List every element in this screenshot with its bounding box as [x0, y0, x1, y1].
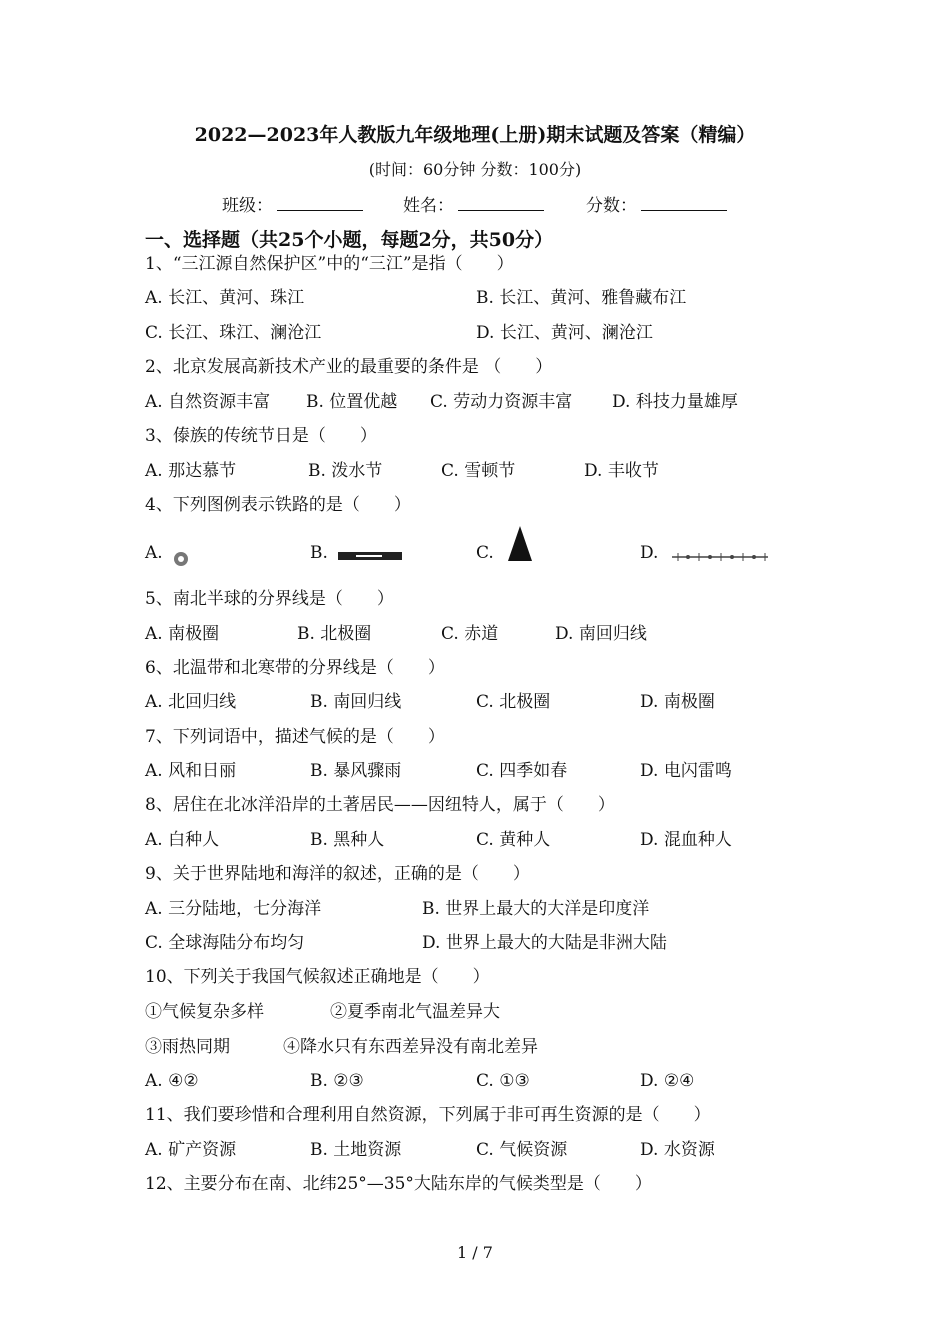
q11-option-b: B. 土地资源 — [310, 1140, 402, 1160]
q7-option-c: C. 四季如春 — [476, 761, 568, 781]
q11-option-c: C. 气候资源 — [476, 1140, 568, 1160]
q1-option-a: A. 长江、黄河、珠江 — [145, 288, 305, 308]
q2-option-c: C. 劳动力资源丰富 — [430, 392, 573, 412]
q10-option-b: B. ②③ — [310, 1071, 364, 1091]
q5-option-a: A. 南极圈 — [145, 624, 220, 644]
q5-option-d: D. 南回归线 — [555, 624, 647, 644]
question-7: 7、下列词语中，描述气候的是（ ） — [145, 727, 445, 747]
question-11: 11、我们要珍惜和合理利用自然资源，下列属于非可再生资源的是（ ） — [145, 1105, 711, 1125]
q7-option-b: B. 暴风骤雨 — [310, 761, 402, 781]
q10-statement-4: ④降水只有东西差异没有南北差异 — [283, 1037, 538, 1057]
q11-option-d: D. 水资源 — [640, 1140, 715, 1160]
q3-option-b: B. 泼水节 — [308, 461, 383, 481]
q4-option-c: C. — [476, 543, 494, 563]
question-10: 10、下列关于我国气候叙述正确地是（ ） — [145, 967, 490, 987]
q1-option-d: D. 长江、黄河、澜沧江 — [476, 323, 653, 343]
score-field: 分数： — [586, 194, 727, 217]
q6-option-d: D. 南极圈 — [640, 692, 715, 712]
q6-option-b: B. 南回归线 — [310, 692, 402, 712]
class-blank[interactable] — [277, 194, 363, 211]
question-9: 9、关于世界陆地和海洋的叙述，正确的是（ ） — [145, 864, 530, 884]
q1-option-b: B. 长江、黄河、雅鲁藏布江 — [476, 288, 687, 308]
question-8: 8、居住在北冰洋沿岸的土著居民——因纽特人，属于（ ） — [145, 795, 615, 815]
class-field: 班级： — [222, 194, 363, 217]
q4-option-d: D. — [640, 543, 659, 563]
q2-option-b: B. 位置优越 — [306, 392, 398, 412]
q5-option-b: B. 北极圈 — [297, 624, 372, 644]
boundary-line-icon — [672, 552, 768, 562]
q5-option-c: C. 赤道 — [441, 624, 499, 644]
question-2: 2、北京发展高新技术产业的最重要的条件是 （ ） — [145, 357, 553, 377]
q10-option-d: D. ②④ — [640, 1071, 695, 1091]
q6-option-a: A. 北回归线 — [145, 692, 237, 712]
question-5: 5、南北半球的分界线是（ ） — [145, 589, 394, 609]
question-12: 12、主要分布在南、北纬25°—35°大陆东岸的气候类型是（ ） — [145, 1174, 652, 1194]
q10-option-c: C. ①③ — [476, 1071, 530, 1091]
q8-option-c: C. 黄种人 — [476, 830, 551, 850]
q1-option-c: C. 长江、珠江、澜沧江 — [145, 323, 322, 343]
q10-statement-1: ①气候复杂多样 — [145, 1002, 264, 1022]
q9-option-c: C. 全球海陆分布均匀 — [145, 933, 305, 953]
exam-title: 2022—2023年人教版九年级地理(上册)期末试题及答案（精编） — [194, 124, 756, 146]
question-3: 3、傣族的传统节日是（ ） — [145, 426, 377, 446]
q4-option-a: A. — [145, 543, 163, 563]
railway-line-icon — [338, 552, 402, 560]
q2-option-a: A. 自然资源丰富 — [145, 392, 271, 412]
score-blank[interactable] — [641, 194, 727, 211]
settlement-circle-icon — [172, 550, 190, 568]
mountain-peak-icon — [506, 526, 534, 562]
q8-option-a: A. 白种人 — [145, 830, 220, 850]
question-4: 4、下列图例表示铁路的是（ ） — [145, 495, 411, 515]
q3-option-c: C. 雪顿节 — [441, 461, 516, 481]
q9-option-a: A. 三分陆地，七分海洋 — [145, 899, 322, 919]
q7-option-d: D. 电闪雷鸣 — [640, 761, 732, 781]
q2-option-d: D. 科技力量雄厚 — [612, 392, 738, 412]
q10-option-a: A. ④② — [145, 1071, 199, 1091]
q3-option-d: D. 丰收节 — [584, 461, 659, 481]
section-heading: 一、选择题（共25个小题，每题2分，共50分） — [145, 229, 554, 251]
question-1: 1、“三江源自然保护区”中的“三江”是指（ ） — [145, 254, 514, 274]
q8-option-b: B. 黑种人 — [310, 830, 385, 850]
q11-option-a: A. 矿产资源 — [145, 1140, 237, 1160]
q10-statement-2: ②夏季南北气温差异大 — [330, 1002, 500, 1022]
page-number: 1 / 7 — [457, 1243, 493, 1262]
q8-option-d: D. 混血种人 — [640, 830, 732, 850]
q9-option-b: B. 世界上最大的大洋是印度洋 — [422, 899, 650, 919]
q4-option-b: B. — [310, 543, 328, 563]
question-6: 6、北温带和北寒带的分界线是（ ） — [145, 658, 445, 678]
name-field: 姓名： — [403, 194, 544, 217]
q6-option-c: C. 北极圈 — [476, 692, 551, 712]
name-blank[interactable] — [458, 194, 544, 211]
q10-statement-3: ③雨热同期 — [145, 1037, 230, 1057]
exam-time-score: (时间：60分钟 分数：100分) — [368, 160, 582, 179]
q9-option-d: D. 世界上最大的大陆是非洲大陆 — [422, 933, 667, 953]
q7-option-a: A. 风和日丽 — [145, 761, 237, 781]
q3-option-a: A. 那达慕节 — [145, 461, 237, 481]
